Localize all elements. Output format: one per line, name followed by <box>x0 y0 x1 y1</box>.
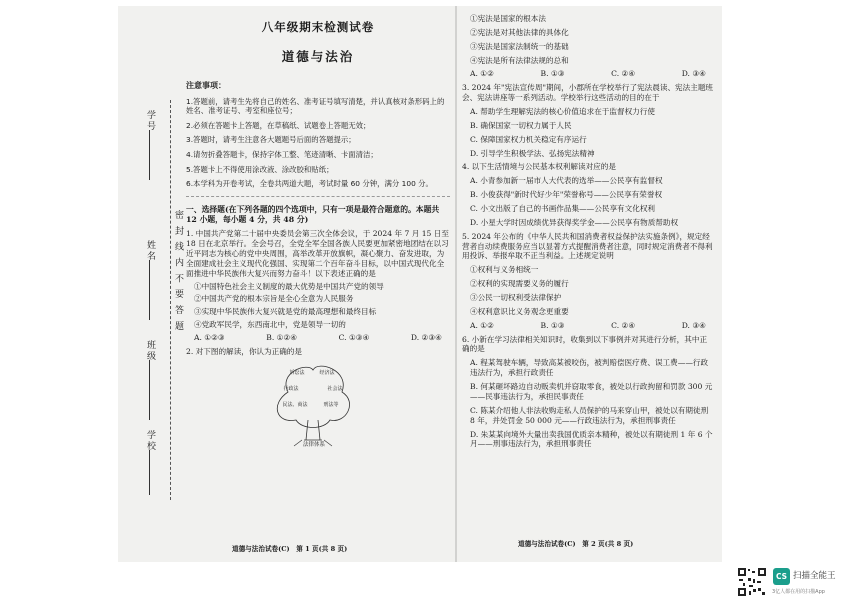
question-1-item: ④党政军民学，东西南北中，党是领导一切的 <box>194 320 346 330</box>
question-4-option: C. 小文出版了自己的书画作品集——公民享有文化权利 <box>470 204 656 214</box>
leaf-criminal-law: 刑法等 <box>323 401 339 408</box>
notice-item: 5.答题卡上不得使用涂改液、涂改胶和贴纸； <box>186 164 334 174</box>
camscanner-logo-icon: CS <box>773 568 790 585</box>
choice-d: D. ③④ <box>681 69 706 79</box>
question-1-choices <box>194 333 442 343</box>
class-label: 班级 <box>145 340 155 362</box>
question-3-option: C. 保障国家权力机关稳定有序运行 <box>470 134 587 144</box>
question-2-item: ③宪法是国家法制统一的基础 <box>470 41 569 51</box>
question-6-option: B. 何某砸坏路边自动贩卖机并窃取零食，被处以行政拘留和罚款 300 元——民事违法行为，承担民事责任 <box>470 382 713 401</box>
scanner-app-name: 扫描全能王 <box>793 571 836 581</box>
question-6-option: C. 陈某介绍他人非法收购走私人员保护的马来穿山甲，被处以有期徒刑 8 年，并处罚金 50 000 元——行政违法行为，承担刑事责任 <box>470 405 709 425</box>
seal-line <box>170 100 171 500</box>
leaf-procedure-law: 诉讼法 <box>289 369 305 376</box>
class-blank <box>149 360 150 420</box>
question-5-item: ②权利的实现需要义务的履行 <box>470 279 569 289</box>
question-6-option: A. 程某驾驶车辆，导致高某被咬伤，被判赔偿医疗费、误工费——行政违法行为，承担行政责任 <box>470 358 709 378</box>
section-1-title: 一、选择题(在下列各题的四个选项中，只有一项是最符合题意的。本题共 12 小题，每小题 4 分，共 48 分) <box>186 204 440 225</box>
notice-item: 1.答题前，请考生先将自己的姓名、准考证号填写清楚，并认真核对条形码上的姓名、准考证号、考室和座位号； <box>186 96 445 116</box>
leaf-economic-law: 经济法 <box>319 369 335 376</box>
law-system-tree-diagram <box>258 362 368 452</box>
question-4-option: B. 小俊获得"新时代好少年"荣誉称号——公民享有荣誉权 <box>470 190 663 200</box>
choice-c: C. ①③④ <box>338 332 370 342</box>
question-6-option: D. 朱某某向境外大量出卖我国优质亲本精种，被处以有期徒刑 1 年 6 个月——刑事违法行为，承担刑事责任 <box>470 429 713 449</box>
choice-a: A. ①② <box>470 320 494 330</box>
choice-a: A. ①② <box>470 69 494 79</box>
question-3-option: A. 帮助学生理解宪法的核心价值追求在于监督权力行使 <box>470 107 655 117</box>
question-5-stem: 5. 2024 年公布的《中华人民共和国消费者权益保护法实施条例》，规定经营者自动续费服务应当以显著方式提醒消费者注意，同时规定消费者不得利用投诉、举报牟取不正当利益。上述规定说明 <box>462 231 713 261</box>
leaf-administrative-law: 行政法 <box>283 385 299 392</box>
page-2 <box>462 14 714 453</box>
divider <box>186 196 450 197</box>
footer-page-2: 道德与法治试卷(C) 第 2 页(共 8 页) <box>518 540 634 548</box>
question-6-stem: 6. 小新在学习法律相关知识时，收集到以下事例并对其进行分析，其中正确的是 <box>462 334 708 354</box>
notice-item: 3.答题时，请考生注意各大题题号后面的答题提示； <box>186 135 356 145</box>
choice-c: C. ②④ <box>611 320 636 330</box>
exam-title: 八年级期末检测试卷 <box>261 20 375 34</box>
number-blank <box>149 130 150 180</box>
name-blank <box>149 260 150 320</box>
question-2-item: ④宪法是所有法律法规的总和 <box>470 55 569 65</box>
question-5-item: ④权利意识比义务观念更重要 <box>470 306 569 316</box>
question-3-option: B. 确保国家一切权力属于人民 <box>470 120 572 130</box>
tree-drawing <box>258 362 368 452</box>
exam-subject: 道德与法治 <box>281 48 355 64</box>
school-label: 学校 <box>145 430 155 452</box>
question-2-choices <box>470 69 706 79</box>
question-2-item: ①宪法是国家的根本法 <box>470 14 546 23</box>
question-3-option: D. 引导学生积极学法、弘扬宪法精神 <box>470 148 595 158</box>
choice-b: B. ①③ <box>540 69 565 79</box>
school-blank <box>149 450 150 495</box>
choice-b: B. ①③ <box>540 320 565 330</box>
question-1-item: ③实现中华民族伟大复兴就是党的最高理想和最终目标 <box>194 307 377 317</box>
choice-a: A. ①②③ <box>194 332 225 342</box>
name-label: 姓名 <box>145 240 155 262</box>
choice-c: C. ②④ <box>611 69 636 79</box>
footer-page-1: 道德与法治试卷(C) 第 1 页(共 8 页) <box>232 545 348 553</box>
question-1-item: ②中国共产党的根本宗旨是全心全意为人民服务 <box>194 294 354 304</box>
question-1-stem: 1. 中国共产党第二十届中央委员会第三次全体会议，于 2024 年 7 月 15 日至 18 日在北京举行。全会号召，全党全军全国各族人民要更加紧密地团结在以习近平同志为核心的党中央周围，高举改革开放旗帜，凝心聚力、奋发进取，为全面建成社会主义现代化强国、实现第二个百年奋斗目标，以中国式现代化全面推进中华民族伟大复兴而努力奋斗！以下表述正确的是 <box>186 229 449 278</box>
binding-strip <box>142 100 182 500</box>
choice-b: B. ①②④ <box>266 332 298 342</box>
choice-d: D. ③④ <box>681 320 706 330</box>
question-4-stem: 4. 以下生活情境与公民基本权利解读对应的是 <box>462 162 616 172</box>
question-3-stem: 3. 2024 年"宪法宣传周"期间，小郡所在学校举行了宪法晨读、宪法主题班会、宪法讲座等一系列活动。学校举行这些活动的目的在于 <box>462 83 714 103</box>
question-2-stem: 2. 对下图的解读，你认为正确的是 <box>186 346 302 356</box>
seal-line-text: 密 封 线 内 不 要 答 题 <box>173 210 183 333</box>
qr-code-icon <box>737 567 767 597</box>
question-2-item: ②宪法是对其他法律的具体化 <box>470 27 569 37</box>
question-5-choices <box>470 321 706 331</box>
scanner-app-tagline: 3亿人都在用的扫描App <box>772 589 825 595</box>
notice-item: 4.请勿折叠答题卡，保持字体工整、笔迹清晰、卡面清洁； <box>186 150 378 160</box>
leaf-civil-commercial-law: 民法、商法 <box>282 401 308 408</box>
notice-item: 6.本学科为开卷考试，全卷共两道大题，考试时量 60 分钟，满分 100 分。 <box>186 179 433 189</box>
page-fold-line <box>455 6 457 562</box>
question-4-option: A. 小青参加新一届市人大代表的选举——公民享有监督权 <box>470 176 663 186</box>
leaf-social-law: 社会法 <box>327 385 343 392</box>
notice-item: 2.必须在答题卡上答题，在草稿纸、试题卷上答题无效； <box>186 120 371 130</box>
tree-trunk-label: 法律体系 <box>302 441 325 448</box>
question-1-item: ①中国特色社会主义制度的最大优势是中国共产党的领导 <box>194 281 384 291</box>
choice-d: D. ②③④ <box>410 332 442 342</box>
number-label: 学号 <box>145 110 155 132</box>
page-1 <box>186 18 450 452</box>
notice-title: 注意事项： <box>186 81 226 91</box>
question-5-item: ③公民一切权利受法律保护 <box>470 293 562 303</box>
question-4-option: D. 小星大学时因成绩优异获得奖学金——公民享有物质帮助权 <box>470 217 679 227</box>
question-5-item: ①权利与义务相统一 <box>470 265 539 275</box>
